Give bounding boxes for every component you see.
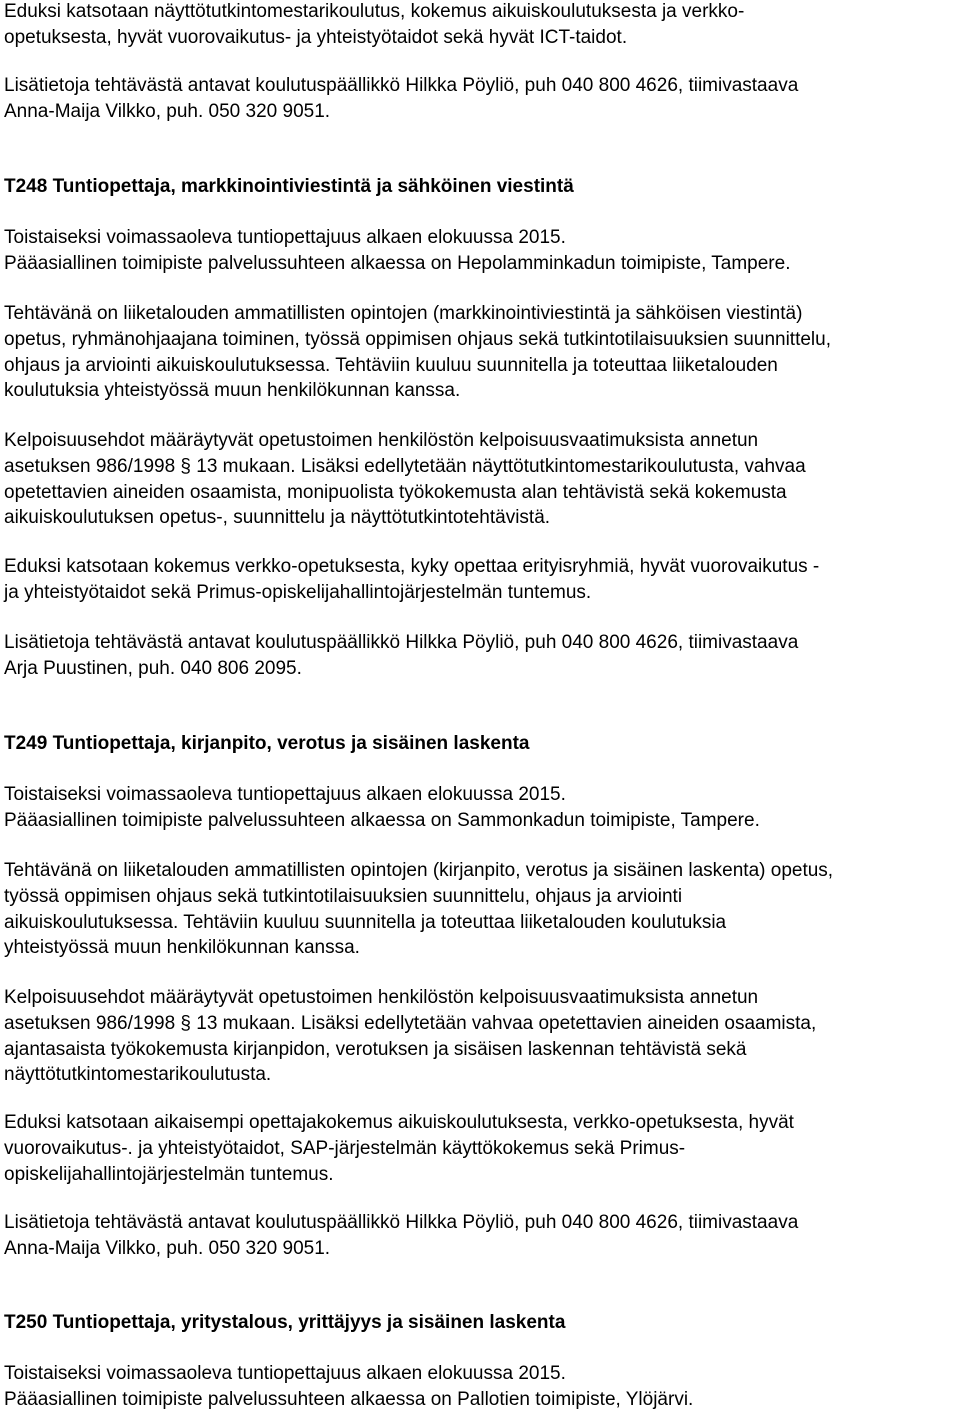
paragraph-merits (4, 1110, 794, 1187)
text-line: Tehtävänä on liiketalouden ammatillisten opintojen (markkinointiviestintä ja sähköisen viestintä) (4, 303, 803, 324)
text-line: Toistaiseksi voimassaoleva tuntiopettajuus alkaen elokuussa 2015. (4, 784, 566, 805)
paragraph-duties (4, 301, 831, 404)
text-line: Pääasiallinen toimipiste palvelussuhteen alkaessa on Hepolamminkadun toimipiste, Tampere. (4, 252, 791, 274)
paragraph-contact-info (4, 73, 798, 125)
text-line: yhteistyössä muun henkilökunnan kanssa. (4, 937, 360, 959)
job-heading-t248 (4, 174, 574, 200)
text-line: asetuksen 986/1998 § 13 mukaan. Lisäksi edellytetään näyttötutkintomestarikoulutusta, vahvaa (4, 455, 806, 477)
text-line: Pääasiallinen toimipiste palvelussuhteen alkaessa on Pallotien toimipiste, Ylöjärvi. (4, 1388, 694, 1410)
paragraph-duties (4, 858, 833, 961)
text-line: Toistaiseksi voimassaoleva tuntiopettajuus alkaen elokuussa 2015. (4, 1363, 566, 1384)
paragraph-position-details (4, 1361, 693, 1413)
text-line: aikuiskoulutuksen opetus-, suunnittelu ja näyttötutkintotehtävistä. (4, 507, 551, 529)
heading-text: T250 Tuntiopettaja, yritystalous, yrittäjyys ja sisäinen laskenta (4, 1312, 566, 1333)
text-line: Tehtävänä on liiketalouden ammatillisten opintojen (kirjanpito, verotus ja sisäinen laskenta) opetus, (4, 860, 834, 881)
text-line: opiskelijahallintojärjestelmän tuntemus. (4, 1163, 334, 1185)
text-line: Eduksi katsotaan kokemus verkko-opetuksesta, kyky opettaa erityisryhmiä, hyvät vuorovaikutus - (4, 556, 820, 577)
heading-text: T248 Tuntiopettaja, markkinointiviestintä ja sähköinen viestintä (4, 176, 574, 197)
text-line: näyttötutkintomestarikoulutusta. (4, 1064, 272, 1086)
text-line: ja yhteistyötaidot sekä Primus-opiskelijahallintojärjestelmän tuntemus. (4, 581, 592, 603)
paragraph-contact-info (4, 630, 798, 682)
paragraph-eligibility (4, 985, 816, 1088)
heading-text: T249 Tuntiopettaja, kirjanpito, verotus ja sisäinen laskenta (4, 733, 530, 754)
job-heading-t250 (4, 1310, 565, 1336)
text-line: opetus, ryhmänohjaajana toiminen, työssä oppimisen ohjaus sekä tutkintotilaisuuksien suunnittelu, (4, 328, 831, 350)
text-line: opetettavien aineiden osaamista, monipuolista työkokemusta alan tehtävistä sekä kokemusta (4, 481, 787, 503)
text-line: Toistaiseksi voimassaoleva tuntiopettajuus alkaen elokuussa 2015. (4, 227, 566, 248)
text-line: Lisätietoja tehtävästä antavat koulutuspäällikkö Hilkka Pöyliö, puh 040 800 4626, tiimivastaava (4, 632, 799, 653)
text-line: aikuiskoulutuksessa. Tehtäviin kuuluu suunnitella ja toteuttaa liiketalouden koulutuksia (4, 911, 727, 933)
paragraph-position-details (4, 225, 790, 277)
text-line: vuorovaikutus-. ja yhteistyötaidot, SAP-järjestelmän käyttökokemus sekä Primus- (4, 1137, 686, 1159)
text-line: Lisätietoja tehtävästä antavat koulutuspäällikkö Hilkka Pöyliö, puh 040 800 4626, tiimivastaava (4, 75, 799, 96)
text-line: Anna-Maija Vilkko, puh. 050 320 9051. (4, 1237, 331, 1259)
paragraph-eligibility (4, 428, 806, 531)
text-line: ohjaus ja arviointi aikuiskoulutuksessa. Tehtäviin kuuluu suunnitella ja toteuttaa liiketalouden (4, 354, 778, 376)
paragraph-qualifications-previous (4, 0, 744, 51)
paragraph-contact-info (4, 1210, 798, 1262)
text-line: Eduksi katsotaan aikaisempi opettajakokemus aikuiskoulutuksesta, verkko-opetuksesta, hyvät (4, 1112, 794, 1133)
text-line: työssä oppimisen ohjaus sekä tutkintotilaisuuksien suunnittelu, ohjaus ja arviointi (4, 885, 683, 907)
text-line: Lisätietoja tehtävästä antavat koulutuspäällikkö Hilkka Pöyliö, puh 040 800 4626, tiimivastaava (4, 1212, 799, 1233)
paragraph-merits (4, 554, 819, 606)
text-line: Anna-Maija Vilkko, puh. 050 320 9051. (4, 100, 331, 122)
text-line: Eduksi katsotaan näyttötutkintomestarikoulutus, kokemus aikuiskoulutuksesta ja verkko- (4, 1, 745, 22)
paragraph-position-details (4, 782, 760, 834)
job-heading-t249 (4, 731, 529, 757)
text-line: Arja Puustinen, puh. 040 806 2095. (4, 657, 302, 679)
text-line: Kelpoisuusehdot määräytyvät opetustoimen henkilöstön kelpoisuusvaatimuksista annetun (4, 987, 759, 1008)
text-line: ajantasaista työkokemusta kirjanpidon, verotuksen ja sisäisen laskennan tehtävistä sekä (4, 1038, 747, 1060)
text-line: asetuksen 986/1998 § 13 mukaan. Lisäksi edellytetään vahvaa opetettavien aineiden osaamista, (4, 1012, 817, 1034)
text-line: Kelpoisuusehdot määräytyvät opetustoimen henkilöstön kelpoisuusvaatimuksista annetun (4, 430, 759, 451)
text-line: koulutuksia yhteistyössä muun henkilökunnan kanssa. (4, 380, 461, 402)
text-line: opetuksesta, hyvät vuorovaikutus- ja yhteistyötaidot sekä hyvät ICT-taidot. (4, 26, 628, 48)
text-line: Pääasiallinen toimipiste palvelussuhteen alkaessa on Sammonkadun toimipiste, Tampere. (4, 809, 760, 831)
